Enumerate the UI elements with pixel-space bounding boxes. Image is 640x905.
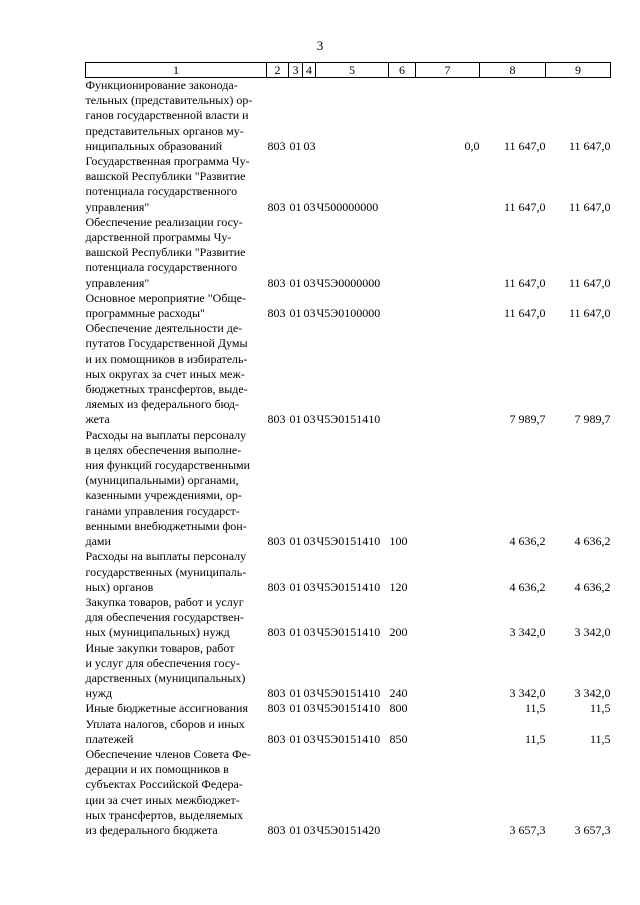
section-code-cell: 01	[289, 138, 302, 153]
column-header-1: 1	[86, 63, 267, 78]
subsection-code-cell: 03	[303, 701, 316, 716]
section-code-cell: 01	[289, 701, 302, 716]
column-9-cell: 7 989,7	[574, 412, 611, 427]
admin-code-cell: 803	[267, 822, 286, 837]
table-row	[86, 291, 611, 321]
row-name	[86, 154, 267, 215]
column-9-cell: 3 657,3	[574, 822, 611, 837]
target-article-cell: Ч5Э0151410	[316, 412, 381, 427]
subsection-code-cell: 03	[303, 822, 316, 837]
section-code-cell: 01	[289, 199, 302, 214]
column-9-cell: 3 342,0	[574, 686, 611, 701]
row-name-line: Обеспечение членов Совета Фе-	[85, 746, 251, 761]
row-name-line: ганами управления государст-	[85, 503, 240, 518]
row-name-line: Государственная программа Чу-	[85, 154, 250, 169]
row-name-line: нужд	[85, 686, 113, 701]
target-article-cell	[316, 78, 389, 155]
row-name-line: Обеспечение деятельности де-	[85, 321, 243, 336]
row-name-line: ных) органов	[85, 579, 154, 594]
table-header	[86, 63, 611, 78]
admin-code-cell: 803	[267, 306, 286, 321]
expense-type-cell	[389, 321, 416, 427]
row-name-line: ниципальных образований	[85, 138, 223, 153]
row-name-line: дами	[85, 534, 111, 549]
column-7-cell	[416, 701, 480, 716]
budget-table	[85, 62, 611, 838]
expense-type-cell: 200	[389, 625, 408, 640]
column-9-cell: 11 647,0	[568, 199, 611, 214]
expense-type-cell	[389, 215, 416, 291]
subsection-code-cell: 03	[303, 199, 316, 214]
subsection-code-cell: 03	[303, 275, 316, 290]
row-name-line: из федерального бюджета	[85, 822, 218, 837]
section-code-cell: 01	[289, 275, 302, 290]
row-name-line: ных (муниципальных) нужд	[85, 625, 230, 640]
row-name-line: и услуг для обеспечения госу-	[85, 655, 240, 670]
subsection-code-cell: 03	[303, 625, 316, 640]
column-9-cell: 11,5	[589, 731, 611, 746]
column-header-7: 7	[416, 63, 480, 78]
target-article-cell: Ч5Э0151410	[316, 701, 381, 716]
section-code-cell: 01	[289, 625, 302, 640]
row-name-line: Расходы на выплаты персоналу	[85, 427, 247, 442]
table-row	[86, 595, 611, 641]
column-8-cell: 4 636,2	[509, 579, 546, 594]
column-header-2: 2	[267, 63, 289, 78]
admin-code-cell: 803	[267, 579, 286, 594]
section-code-cell: 01	[289, 534, 302, 549]
row-name-line: Уплата налогов, сборов и иных	[85, 716, 245, 731]
table-row	[86, 78, 611, 155]
subsection-code-cell: 03	[303, 686, 316, 701]
row-name-line: Иные закупки товаров, работ	[85, 640, 235, 655]
row-name-line: ляемых из федерального бюд-	[85, 397, 240, 412]
admin-code-cell: 803	[267, 701, 286, 716]
column-8-cell: 4 636,2	[509, 534, 546, 549]
admin-code-cell: 803	[267, 686, 286, 701]
row-name	[86, 215, 267, 291]
table-row	[86, 154, 611, 215]
column-9-cell: 4 636,2	[574, 534, 611, 549]
table-body	[86, 78, 611, 839]
row-name	[86, 595, 267, 641]
table-row	[86, 215, 611, 291]
row-name-line: Расходы на выплаты персоналу	[85, 549, 247, 564]
admin-code-cell: 803	[267, 275, 286, 290]
row-name-line: потенциала государственного	[85, 260, 238, 275]
column-8-cell: 11 647,0	[503, 199, 546, 214]
target-article-cell: Ч5Э0100000	[316, 306, 381, 321]
subsection-code-cell: 03	[303, 579, 316, 594]
table-row	[86, 747, 611, 838]
row-name-line: Иные бюджетные ассигнования	[85, 701, 248, 716]
row-name	[86, 701, 267, 716]
column-8-cell: 11,5	[524, 731, 546, 746]
row-name-line: Основное мероприятие "Обще-	[85, 290, 246, 305]
target-article-cell: Ч500000000	[316, 199, 379, 214]
column-header-8: 8	[480, 63, 546, 78]
row-name-line: в целях обеспечения выполне-	[85, 442, 242, 457]
column-header-5: 5	[316, 63, 389, 78]
column-9-cell: 11,5	[589, 701, 611, 716]
row-name-line: Функционирование законода-	[85, 78, 238, 92]
column-header-9: 9	[546, 63, 611, 78]
admin-code-cell: 803	[267, 138, 286, 153]
section-code-cell: 01	[289, 686, 302, 701]
row-name-line: жета	[85, 412, 110, 427]
row-name-line: путатов Государственной Думы	[85, 336, 248, 351]
target-article-cell: Ч5Э0000000	[316, 275, 381, 290]
row-name-line: управления"	[85, 199, 150, 214]
subsection-code-cell: 03	[303, 306, 316, 321]
column-7-cell	[416, 428, 480, 550]
column-header-3: 3	[289, 63, 303, 78]
section-code-cell: 01	[289, 579, 302, 594]
subsection-code-cell: 03	[303, 731, 316, 746]
row-name-line: казенными учреждениями, ор-	[85, 488, 242, 503]
row-name	[86, 78, 267, 155]
column-7-cell: 0,0	[464, 138, 480, 153]
row-name-line: государственных (муниципаль-	[85, 564, 247, 579]
column-8-cell: 3 657,3	[509, 822, 546, 837]
column-8-cell: 11 647,0	[503, 275, 546, 290]
column-7-cell	[416, 321, 480, 427]
row-name-line: программные расходы"	[85, 306, 205, 321]
column-header-4: 4	[303, 63, 316, 78]
column-9-cell: 11 647,0	[568, 138, 611, 153]
expense-type-cell	[389, 291, 416, 321]
row-name	[86, 291, 267, 321]
admin-code-cell: 803	[267, 199, 286, 214]
row-name	[86, 321, 267, 427]
column-7-cell	[416, 641, 480, 702]
row-name-line: Закупка товаров, работ и услуг	[85, 594, 244, 609]
column-7-cell	[416, 549, 480, 595]
expense-type-cell: 100	[389, 534, 408, 549]
column-7-cell	[416, 215, 480, 291]
row-name-line: дарственной программы Чу-	[85, 230, 232, 245]
section-code-cell: 01	[289, 412, 302, 427]
row-name-line: дерации и их помощников в	[85, 762, 229, 777]
row-name-line: тельных (представительных) ор-	[85, 93, 253, 108]
row-name-line: ных трансфертов, выделяемых	[85, 807, 243, 822]
admin-code-cell: 803	[267, 625, 286, 640]
row-name-line: субъектах Российской Федера-	[85, 777, 243, 792]
row-name-line: ганов государственной власти и	[85, 108, 249, 123]
row-name-line: представительных органов му-	[85, 123, 244, 138]
expense-type-cell: 240	[389, 686, 408, 701]
subsection-code-cell: 03	[303, 138, 316, 153]
section-code-cell: 01	[289, 306, 302, 321]
column-8-cell: 3 342,0	[509, 686, 546, 701]
column-7-cell	[416, 291, 480, 321]
row-name-line: вашской Республики "Развитие	[85, 245, 246, 260]
expense-type-cell: 120	[389, 579, 408, 594]
table-row	[86, 717, 611, 747]
column-7-cell	[416, 595, 480, 641]
target-article-cell: Ч5Э0151420	[316, 822, 381, 837]
column-8-cell: 7 989,7	[509, 412, 546, 427]
target-article-cell: Ч5Э0151410	[316, 731, 381, 746]
subsection-code-cell: 03	[303, 412, 316, 427]
row-name	[86, 549, 267, 595]
column-9-cell: 11 647,0	[568, 275, 611, 290]
row-name	[86, 428, 267, 550]
table-row	[86, 428, 611, 550]
column-9-cell: 11 647,0	[568, 306, 611, 321]
column-9-cell: 4 636,2	[574, 579, 611, 594]
column-header-6: 6	[389, 63, 416, 78]
column-8-cell: 3 342,0	[509, 625, 546, 640]
row-name-line: ных округах за счет иных меж-	[85, 366, 245, 381]
expense-type-cell: 800	[389, 701, 408, 716]
row-name-line: Обеспечение реализации госу-	[85, 214, 243, 229]
row-name-line: и их помощников в избиратель-	[85, 351, 248, 366]
row-name-line: управления"	[85, 275, 150, 290]
row-name-line: венными внебюджетными фон-	[85, 518, 247, 533]
table-row	[86, 701, 611, 716]
subsection-code-cell: 03	[303, 534, 316, 549]
table-row	[86, 641, 611, 702]
target-article-cell: Ч5Э0151410	[316, 579, 381, 594]
column-8-cell: 11,5	[524, 701, 546, 716]
expense-type-cell	[389, 78, 416, 155]
column-8-cell: 11 647,0	[503, 306, 546, 321]
column-7-cell	[416, 717, 480, 747]
table-row	[86, 321, 611, 427]
row-name-line: платежей	[85, 731, 134, 746]
row-name-line: дарственных (муниципальных)	[85, 670, 246, 685]
row-name-line: бюджетных трансфертов, выде-	[85, 382, 248, 397]
table-row	[86, 549, 611, 595]
column-7-cell	[416, 154, 480, 215]
target-article-cell: Ч5Э0151410	[316, 534, 381, 549]
row-name	[86, 717, 267, 747]
column-7-cell	[416, 747, 480, 838]
admin-code-cell: 803	[267, 412, 286, 427]
expense-type-cell: 850	[389, 731, 408, 746]
section-code-cell: 01	[289, 822, 302, 837]
page-number: 3	[316, 38, 324, 53]
admin-code-cell: 803	[267, 731, 286, 746]
admin-code-cell: 803	[267, 534, 286, 549]
expense-type-cell	[389, 154, 416, 215]
column-8-cell: 11 647,0	[503, 138, 546, 153]
row-name-line: для обеспечения государствен-	[85, 610, 244, 625]
target-article-cell: Ч5Э0151410	[316, 625, 381, 640]
row-name	[86, 641, 267, 702]
column-9-cell: 3 342,0	[574, 625, 611, 640]
row-name-line: ции за счет иных межбюджет-	[85, 792, 240, 807]
row-name-line: потенциала государственного	[85, 184, 238, 199]
section-code-cell: 01	[289, 731, 302, 746]
row-name	[86, 747, 267, 838]
row-name-line: (муниципальными) органами,	[85, 473, 239, 488]
expense-type-cell	[389, 747, 416, 838]
row-name-line: вашской Республики "Развитие	[85, 169, 246, 184]
target-article-cell: Ч5Э0151410	[316, 686, 381, 701]
row-name-line: ния функций государственными	[85, 458, 251, 473]
